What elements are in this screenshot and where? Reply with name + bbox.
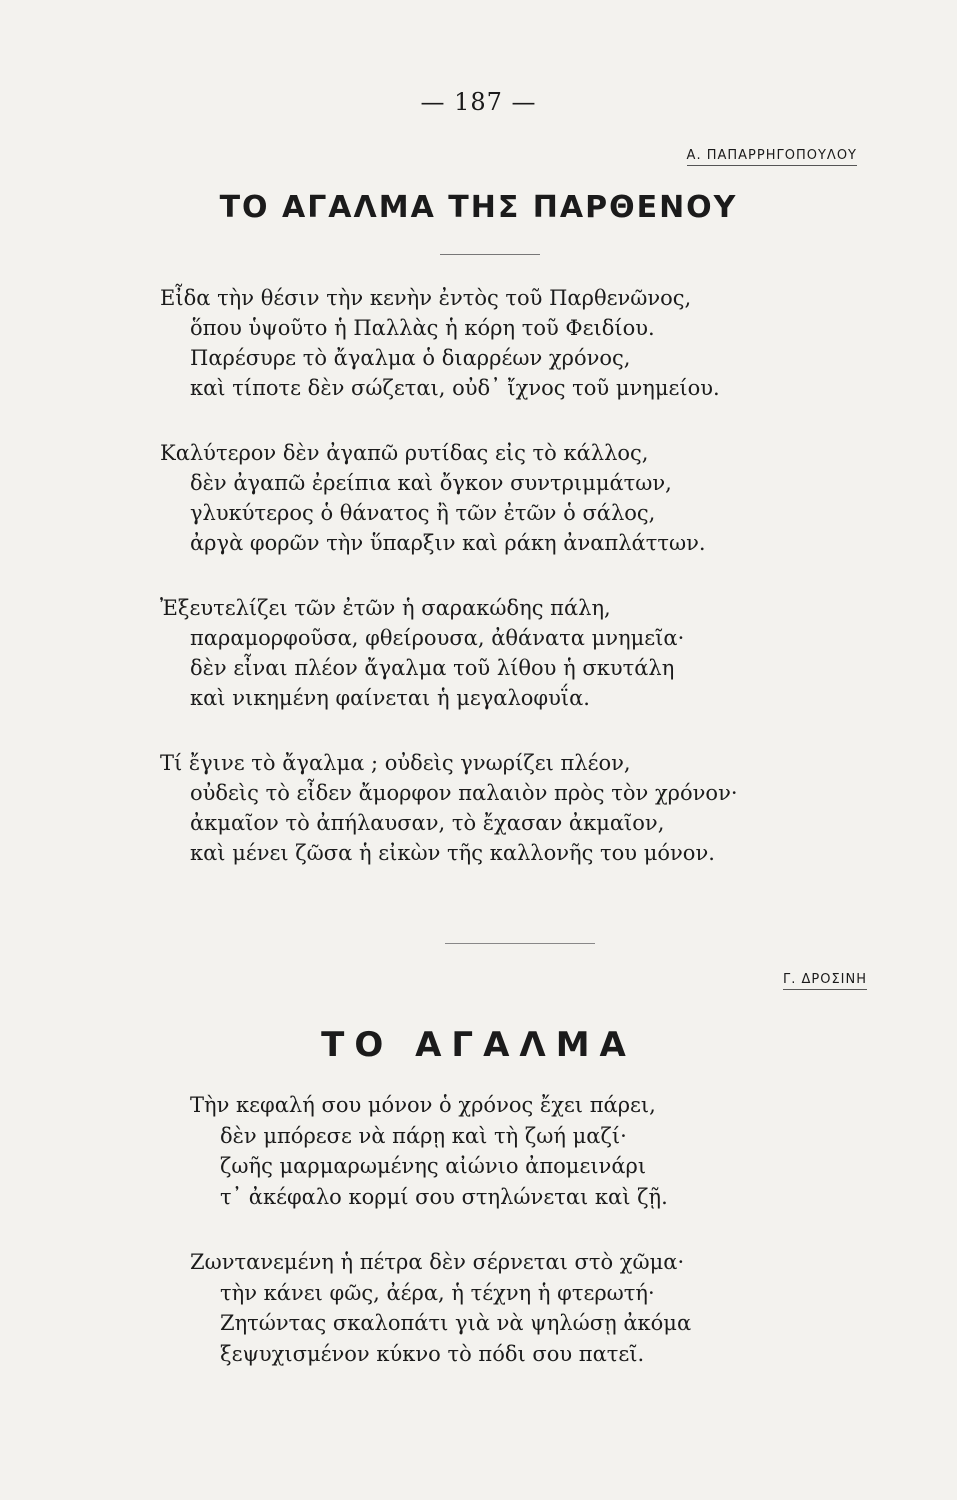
stanza [160,283,738,403]
stanza [160,438,738,558]
verse-line: ἀργὰ φορῶν τὴν ὕπαρξιν καὶ ράκη ἀναπλάττων. [190,531,706,555]
poem-title-agalma: ΤΟ ΑΓΑΛΜΑ [321,1025,636,1065]
verse-line: δὲν μπόρεσε νὰ πάρῃ καὶ τὴ ζωή μαζί· [220,1123,627,1148]
verse-line: ζωῆς μαρμαρωμένης αἰώνιο ἀπομεινάρι [220,1154,647,1178]
section-divider [445,943,595,944]
verse-line: καὶ νικημένη φαίνεται ἡ μεγαλοφυΐα. [190,686,590,710]
verse-line: Ζωντανεμένη ἡ πέτρα δὲν σέρνεται στὸ χῶμα· [190,1250,685,1274]
verse-line: γλυκύτερος ὁ θάνατος ἢ τῶν ἐτῶν ὁ σάλος, [190,501,656,525]
verse-line: Ἐξευτελίζει τῶν ἐτῶν ἡ σαρακώδης πάλη, [160,596,611,620]
stanza [190,1090,691,1212]
verse-line: ὅπου ὑψοῦτο ἡ Παλλὰς ἡ κόρη τοῦ Φειδίου. [190,316,655,340]
verse-line: τὴν κάνει φῶς, ἀέρα, ἡ τέχνη ἡ φτερωτή· [220,1280,655,1305]
stanza [190,1247,691,1369]
verse-line: τ᾽ ἀκέφαλο κορμί σου στηλώνεται καὶ ζῇ. [220,1184,668,1209]
verse-line: παραμορφοῦσα, φθείρουσα, ἀθάνατα μνημεῖα· [190,626,685,650]
verse-line: Καλύτερον δὲν ἀγαπῶ ρυτίδας εἰς τὸ κάλλος, [160,441,649,465]
poem-body-agalma [190,1090,691,1369]
verse-line: ξεψυχισμένον κύκνο τὸ πόδι σου πατεῖ. [220,1341,645,1366]
verse-line: Τί ἔγινε τὸ ἄγαλμα ; οὐδεὶς γνωρίζει πλέον, [160,751,631,775]
page-number: — 187 — [420,88,537,116]
stanza [160,748,738,868]
author-drosini: Γ. ΔΡΟΣΙΝΗ [783,972,867,990]
verse-line: οὐδεὶς τὸ εἶδεν ἄμορφον παλαιὸν πρὸς τὸν χρόνον· [190,781,738,805]
poem-title-parthenos: ΤΟ ΑΓΑΛΜΑ ΤΗΣ ΠΑΡΘΕΝΟΥ [219,190,738,225]
poem-body-parthenos [160,283,738,868]
title-underline [440,254,540,255]
verse-line: Παρέσυρε τὸ ἄγαλμα ὁ διαρρέων χρόνος, [190,346,631,370]
author-papparrigopoulou: Α. ΠΑΠΑΡΡΗΓΟΠΟΥΛΟΥ [687,148,857,166]
verse-line: καὶ μένει ζῶσα ἡ εἰκὼν τῆς καλλονῆς του μόνον. [190,841,715,865]
verse-line: Τὴν κεφαλή σου μόνον ὁ χρόνος ἔχει πάρει, [190,1093,656,1117]
verse-line: Ζητώντας σκαλοπάτι γιὰ νὰ ψηλώσῃ ἀκόμα [220,1311,692,1335]
verse-line: καὶ τίποτε δὲν σώζεται, οὐδ᾽ ἴχνος τοῦ μνημείου. [190,376,720,400]
verse-line: δὲν ἀγαπῶ ἐρείπια καὶ ὄγκον συντριμμάτων, [190,471,672,495]
verse-line: Εἶδα τὴν θέσιν τὴν κενὴν ἐντὸς τοῦ Παρθενῶνος, [160,286,692,310]
verse-line: ἀκμαῖον τὸ ἀπήλαυσαν, τὸ ἔχασαν ἀκμαῖον, [190,811,665,835]
stanza [160,593,738,713]
verse-line: δὲν εἶναι πλέον ἄγαλμα τοῦ λίθου ἡ σκυτάλη [190,656,675,680]
